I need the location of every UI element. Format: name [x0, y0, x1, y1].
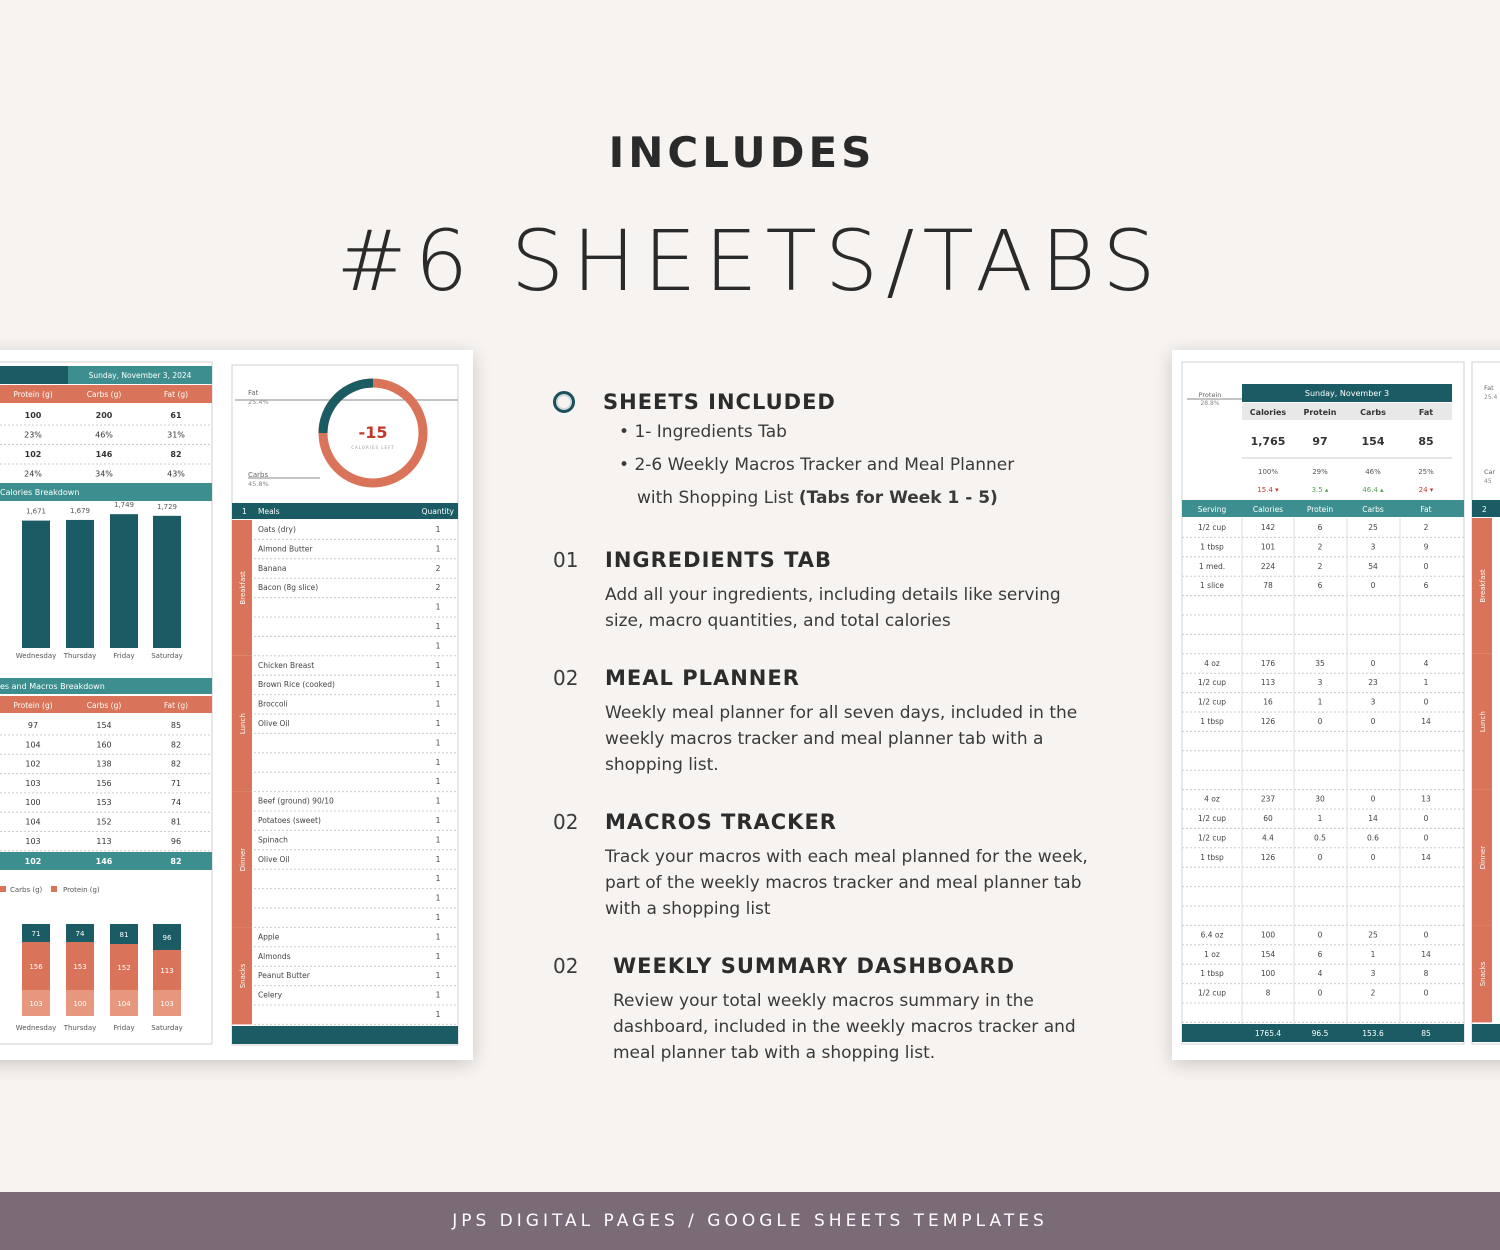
meal-item-qty: 1 — [435, 854, 441, 864]
meal-group-label: Snacks — [239, 963, 247, 989]
meal-group-label: Dinner — [239, 847, 247, 872]
list-item-text: with Shopping List — [637, 488, 799, 508]
right-table-cell: 1 tbsp — [1200, 969, 1224, 979]
right-pct-cell: 100% — [1257, 468, 1279, 476]
includes-heading: INCLUDES — [608, 128, 876, 177]
peek-footer-row — [1472, 1024, 1500, 1042]
right-table-cell: 8 — [1265, 988, 1271, 998]
right-diff-cell: 46.4 ▴ — [1362, 486, 1384, 494]
right-grand-total-cell: 153.6 — [1362, 1029, 1384, 1038]
meal-item-qty: 1 — [435, 951, 441, 961]
donut-fat-label: Fat — [248, 389, 259, 397]
right-table-cell: 1/2 cup — [1197, 523, 1227, 532]
meal-item-name: Olive Oil — [258, 854, 290, 864]
right-table-cell: 0 — [1423, 697, 1429, 707]
right-table-cell: 14 — [1421, 717, 1431, 726]
stack-label-bottom: 103 — [160, 1000, 174, 1008]
right-table-cell: 1 — [1317, 697, 1323, 707]
calorie-bar — [110, 514, 138, 648]
list-item-bold: (Tabs for Week 1 - 5) — [798, 488, 998, 508]
macro-header-cell: Protein (g) — [13, 390, 53, 399]
meal-item-qty: 1 — [435, 990, 441, 1000]
right-header-cell: Fat — [1418, 408, 1434, 417]
right-table-cell: 1/2 cup — [1197, 697, 1227, 707]
right-table-cell: 2 — [1317, 561, 1323, 571]
right-table-cell: 2 — [1317, 542, 1323, 552]
feature-number: 02 — [553, 954, 579, 978]
right-table-cell: 0 — [1370, 581, 1376, 591]
right-total-cell: 154 — [1361, 435, 1385, 448]
stack-day-label: Wednesday — [15, 1024, 57, 1032]
right-table-cell: 1/2 cup — [1197, 988, 1227, 998]
right-table-header-cell: Calories — [1252, 505, 1284, 514]
right-table-cell: 0 — [1423, 561, 1429, 571]
meal-item-qty: 1 — [435, 932, 441, 942]
meal-item-name: Almond Butter — [258, 544, 313, 554]
stack-label-top: 81 — [119, 931, 129, 939]
protein-label: Protein — [1198, 391, 1222, 399]
meal-item-qty: 1 — [435, 719, 441, 728]
meals-header-qty: Quantity — [421, 507, 454, 516]
macro-cell: 153 — [96, 798, 112, 808]
meal-item-qty: 1 — [435, 893, 441, 903]
right-table-cell: 6.4 oz — [1200, 930, 1224, 940]
macro-cell: 81 — [170, 817, 182, 827]
meal-item-qty: 1 — [435, 622, 441, 631]
calorie-bar — [22, 521, 50, 648]
right-table-cell: 4.4 — [1262, 833, 1274, 843]
macro-cell: 160 — [96, 740, 112, 750]
feature-title: INGREDIENTS TAB — [605, 548, 833, 572]
sheets-included-title: SHEETS INCLUDED — [603, 390, 836, 414]
right-header-cell: Carbs — [1360, 408, 1386, 417]
peek-group-label: Breakfast — [1479, 569, 1487, 603]
macro-cell: 104 — [25, 740, 41, 750]
stack-day-label: Thursday — [63, 1024, 97, 1032]
right-table-cell: 126 — [1260, 717, 1276, 726]
stack-label-bottom: 100 — [73, 1000, 87, 1008]
right-pct-cell: 29% — [1312, 468, 1328, 476]
legend-swatch-carbs — [0, 886, 6, 892]
calorie-day-label: Saturday — [151, 652, 183, 660]
macro-header-cell: Protein (g) — [13, 701, 53, 710]
right-table-cell: 4 — [1317, 969, 1323, 979]
macro-cell: 96 — [170, 836, 182, 846]
peek-group-label: Dinner — [1479, 845, 1487, 870]
stack-label-top: 96 — [162, 934, 172, 942]
macro-total-cell: 82 — [170, 857, 182, 866]
meal-item-name: Chicken Breast — [258, 660, 315, 670]
meal-item-name: Bacon (8g slice) — [258, 583, 319, 593]
right-table-cell: 23 — [1368, 678, 1378, 688]
right-table-cell: 0 — [1423, 814, 1429, 823]
meal-item-qty: 2 — [435, 583, 441, 593]
right-table-header-cell: Serving — [1197, 505, 1227, 514]
right-table-cell: 1 oz — [1204, 949, 1220, 959]
legend-swatch-protein — [51, 886, 57, 892]
meals-header-num: 1 — [242, 507, 247, 516]
right-table-cell: 126 — [1260, 852, 1276, 862]
feature-description: Add all your ingredients, including details like serving size, macro quantities, and total calories — [605, 585, 1061, 631]
right-table-cell: 224 — [1260, 561, 1276, 571]
donut-value: -15 — [358, 423, 388, 442]
feature-number: 02 — [553, 666, 579, 690]
summary-cell: 200 — [95, 411, 113, 420]
feature-description: Review your total weekly macros summary in the dashboard, included in the weekly macros tracker and meal planner tab with a shopping list. — [613, 991, 1076, 1063]
meal-item-name: Peanut Butter — [258, 971, 310, 981]
meal-item-name: Apple — [258, 932, 280, 942]
macro-cell: 102 — [25, 759, 41, 769]
summary-cell: 46% — [95, 430, 113, 440]
right-table-cell: 0 — [1317, 717, 1323, 726]
circle-bullet-icon — [553, 391, 575, 413]
right-table-cell: 54 — [1368, 561, 1378, 571]
right-table-cell: 0 — [1317, 988, 1323, 998]
right-table-cell: 154 — [1260, 949, 1276, 959]
right-table-cell: 3 — [1370, 969, 1376, 979]
macro-cell: 85 — [170, 721, 182, 730]
footer-bar: JPS DIGITAL PAGES / GOOGLE SHEETS TEMPLATES — [0, 1192, 1500, 1250]
calorie-bar-label: 1,679 — [69, 506, 91, 515]
right-table-cell: 3 — [1370, 697, 1376, 707]
stack-day-label: Saturday — [151, 1024, 183, 1032]
meal-item-name: Almonds — [258, 951, 291, 961]
meal-item-qty: 1 — [435, 874, 441, 884]
right-table-cell: 2 — [1370, 988, 1376, 998]
meal-item-qty: 1 — [435, 796, 441, 806]
features-panel — [553, 390, 1113, 515]
macro-cell: 113 — [96, 836, 112, 846]
summary-cell: 23% — [24, 430, 42, 440]
right-table-cell: 6 — [1423, 581, 1429, 591]
right-table-cell: 9 — [1423, 542, 1429, 552]
list-item-text: 2-6 Weekly Macros Tracker and Meal Planner — [634, 455, 1015, 475]
meal-item-qty: 1 — [435, 641, 441, 651]
feature-description: Weekly meal planner for all seven days, included in the weekly macros tracker and meal planner tab with a shopping list. — [605, 703, 1078, 775]
right-header-cell: Protein — [1303, 408, 1337, 417]
calorie-day-label: Friday — [113, 652, 135, 660]
meal-item-qty: 1 — [435, 699, 441, 709]
meal-item-qty: 1 — [435, 525, 441, 534]
right-table-cell: 113 — [1260, 678, 1276, 688]
right-diff-cell: 3.5 ▴ — [1311, 486, 1329, 494]
stack-day-label: Friday — [113, 1024, 135, 1032]
right-table-cell: 78 — [1263, 581, 1273, 591]
macro-cell: 97 — [27, 721, 39, 730]
macro-cell: 152 — [96, 817, 112, 827]
right-table-cell: 6 — [1317, 949, 1323, 959]
feature-title: WEEKLY SUMMARY DASHBOARD — [613, 954, 1016, 978]
macro-breakdown-title: es and Macros Breakdown — [0, 682, 105, 691]
summary-cell: 61 — [170, 411, 182, 420]
right-table-cell: 1 — [1370, 949, 1376, 959]
macro-header-cell: Carbs (g) — [86, 390, 122, 399]
right-table-cell: 0 — [1370, 852, 1376, 862]
meal-item-name: Banana — [258, 563, 287, 573]
calorie-day-label: Thursday — [63, 652, 97, 660]
donut-carbs-label: Carbs — [248, 471, 269, 479]
right-table-header-cell: Carbs — [1362, 505, 1384, 514]
summary-cell: 100 — [24, 411, 42, 420]
left-sheet-graphic — [0, 350, 473, 1060]
summary-cell: 24% — [24, 469, 42, 479]
macro-header-cell: Fat (g) — [163, 390, 189, 399]
summary-cell: 82 — [170, 450, 182, 459]
meal-item-qty: 2 — [435, 563, 441, 573]
right-diff-cell: 24 ▾ — [1418, 486, 1434, 494]
right-table-cell: 3 — [1370, 542, 1376, 552]
macro-cell: 74 — [170, 798, 182, 808]
stack-label-bottom: 104 — [117, 1000, 131, 1008]
meal-item-qty: 1 — [435, 777, 441, 787]
right-table-cell: 101 — [1260, 542, 1276, 552]
peek-side-number: 2 — [1482, 505, 1487, 514]
macro-cell: 82 — [170, 740, 182, 750]
calorie-bar-label: 1,671 — [25, 507, 47, 516]
stack-label-top: 74 — [75, 930, 85, 938]
right-table-cell: 1 med. — [1198, 561, 1226, 571]
right-grand-total-cell: 85 — [1421, 1029, 1431, 1038]
summary-cell: 43% — [167, 469, 185, 479]
meal-group-label: Lunch — [239, 713, 247, 735]
right-table-cell: 4 oz — [1204, 658, 1220, 668]
protein-pct: 28.8% — [1200, 400, 1220, 407]
right-table-cell: 13 — [1421, 794, 1431, 804]
meal-item-name: Oats (dry) — [258, 525, 296, 534]
macro-header-cell: Fat (g) — [163, 701, 189, 710]
right-table-cell: 100 — [1260, 969, 1276, 979]
macro-cell: 100 — [25, 798, 41, 808]
macro-cell: 154 — [96, 721, 112, 730]
right-table-cell: 1 slice — [1200, 581, 1224, 591]
stack-label-top: 71 — [31, 930, 41, 938]
right-table-cell: 0.5 — [1314, 833, 1326, 843]
right-table-cell: 16 — [1263, 697, 1273, 707]
meal-item-qty: 1 — [435, 1010, 441, 1019]
meal-item-qty: 1 — [435, 738, 441, 748]
stack-label-bottom: 103 — [29, 1000, 43, 1008]
right-grand-total-cell: 96.5 — [1311, 1029, 1329, 1038]
right-table-cell: 1/2 cup — [1197, 678, 1227, 688]
sheets-tabs-headline: #6 SHEETS/TABS — [336, 212, 1164, 310]
donut-label: CALORIES LEFT — [351, 445, 395, 450]
calorie-bar — [66, 520, 94, 648]
calories-breakdown-title: Calories Breakdown — [0, 488, 80, 497]
right-pct-cell: 25% — [1418, 468, 1434, 476]
right-total-cell: 1,765 — [1250, 435, 1286, 448]
stack-label-mid: 153 — [73, 963, 87, 971]
macro-cell: 138 — [96, 759, 112, 769]
right-table-cell: 1 — [1317, 814, 1323, 823]
feature-title: MEAL PLANNER — [605, 666, 800, 690]
meal-item-qty: 1 — [435, 544, 441, 554]
meal-item-name: Beef (ground) 90/10 — [258, 796, 334, 806]
peek-top-value: 25.4 — [1484, 394, 1498, 401]
calorie-day-label: Wednesday — [15, 652, 57, 660]
meal-item-qty: 1 — [435, 835, 441, 845]
meal-item-name: Broccoli — [258, 699, 288, 709]
peek-group-label: Lunch — [1479, 711, 1487, 733]
right-table-cell: 0 — [1317, 930, 1323, 940]
right-table-cell: 0 — [1423, 930, 1429, 940]
left-sheet-preview — [0, 350, 473, 1060]
right-table-cell: 35 — [1315, 658, 1325, 668]
right-date-text: Sunday, November 3 — [1304, 389, 1390, 398]
right-table-cell: 1/2 cup — [1197, 833, 1227, 843]
right-table-cell: 14 — [1421, 949, 1431, 959]
donut-fat-pct: 25.4% — [248, 398, 269, 406]
meal-item-name: Brown Rice (cooked) — [258, 680, 335, 690]
meal-item-qty: 1 — [435, 971, 441, 981]
right-grand-total-cell: 1765.4 — [1254, 1029, 1282, 1038]
right-table-cell: 30 — [1315, 794, 1325, 804]
meals-header-label: Meals — [258, 507, 280, 516]
peek-mid-value: 45 — [1484, 478, 1492, 485]
macro-cell: 104 — [25, 817, 41, 827]
summary-cell: 146 — [95, 450, 113, 459]
right-table-cell: 1/2 cup — [1197, 814, 1227, 823]
right-table-cell: 100 — [1260, 930, 1276, 940]
date-text: Sunday, November 3, 2024 — [88, 371, 192, 380]
meal-item-qty: 1 — [435, 660, 441, 670]
meal-item-qty: 1 — [435, 913, 441, 922]
macro-cell: 71 — [170, 778, 182, 788]
summary-cell: 34% — [95, 469, 113, 479]
legend-label-protein: Protein (g) — [63, 886, 100, 894]
summary-cell: 31% — [167, 430, 185, 440]
macro-cell: 103 — [25, 778, 41, 788]
meal-item-qty: 1 — [435, 757, 441, 767]
calorie-bar-label: 1,729 — [156, 502, 178, 511]
right-table-cell: 25 — [1368, 930, 1378, 940]
right-pct-cell: 46% — [1365, 468, 1381, 476]
macro-header-cell: Carbs (g) — [86, 701, 122, 710]
list-item-continuation — [637, 482, 1113, 515]
right-table-cell: 1 — [1423, 678, 1429, 688]
peek-top-label: Fat — [1484, 384, 1494, 392]
macro-total-cell: 146 — [95, 857, 113, 866]
meal-group-label: Breakfast — [239, 571, 247, 605]
calorie-bar — [153, 516, 181, 648]
right-total-cell: 97 — [1312, 435, 1328, 448]
right-table-cell: 3 — [1317, 678, 1323, 688]
stack-label-mid: 156 — [29, 963, 43, 971]
right-table-cell: 0 — [1370, 717, 1376, 726]
meal-item-name: Spinach — [258, 835, 288, 845]
right-sheet-preview — [1172, 350, 1500, 1060]
right-total-cell: 85 — [1418, 435, 1434, 448]
meal-item-qty: 1 — [435, 602, 441, 612]
right-sheet-graphic — [1172, 350, 1500, 1060]
right-diff-cell: 15.4 ▾ — [1257, 486, 1279, 494]
list-item-text: 1- Ingredients Tab — [634, 422, 787, 442]
peek-mid-label: Car — [1484, 468, 1496, 476]
peek-group-label: Snacks — [1479, 961, 1487, 987]
right-table-cell: 8 — [1423, 969, 1429, 979]
right-table-cell: 237 — [1260, 794, 1276, 804]
meal-item-qty: 1 — [435, 680, 441, 690]
macro-cell: 82 — [170, 759, 182, 769]
feature-number: 02 — [553, 810, 579, 834]
meal-item-name: Potatoes (sweet) — [258, 816, 321, 825]
right-table-cell: 176 — [1260, 658, 1276, 668]
right-table-cell: 142 — [1260, 523, 1276, 532]
right-table-cell: 0 — [1423, 988, 1429, 998]
right-table-cell: 60 — [1263, 814, 1273, 823]
right-table-cell: 0 — [1423, 833, 1429, 843]
macro-total-cell: 102 — [24, 857, 42, 866]
stack-label-mid: 113 — [160, 967, 174, 975]
sheets-included-header — [553, 390, 1113, 414]
right-table-header-cell: Protein — [1306, 505, 1334, 514]
meal-item-name: Celery — [258, 990, 283, 1000]
list-item: • 2-6 Weekly Macros Tracker and Meal Planner — [619, 455, 1015, 475]
stack-label-mid: 152 — [117, 964, 131, 972]
right-table-cell: 1 tbsp — [1200, 542, 1224, 552]
summary-cell: 102 — [24, 450, 42, 459]
right-table-cell: 0 — [1370, 794, 1376, 804]
feature-number: 01 — [553, 548, 579, 572]
right-table-cell: 25 — [1368, 523, 1378, 532]
meal-item-name: Olive Oil — [258, 719, 290, 728]
macro-cell: 103 — [25, 836, 41, 846]
right-table-cell: 0 — [1317, 852, 1323, 862]
date-banner-left — [0, 366, 68, 384]
macro-cell: 156 — [96, 778, 112, 788]
right-table-cell: 1 tbsp — [1200, 717, 1224, 726]
meal-item-qty: 1 — [435, 816, 441, 825]
feature-title: MACROS TRACKER — [605, 810, 837, 834]
right-table-cell: 4 — [1423, 658, 1429, 668]
right-table-cell: 14 — [1421, 852, 1431, 862]
list-item: • 1- Ingredients Tab — [619, 422, 787, 442]
right-table-cell: 0 — [1370, 658, 1376, 668]
right-table-cell: 0.6 — [1367, 833, 1379, 843]
right-table-cell: 6 — [1317, 523, 1323, 532]
right-table-cell: 1 tbsp — [1200, 852, 1224, 862]
right-header-cell: Calories — [1249, 408, 1287, 417]
legend-label-carbs: Carbs (g) — [10, 886, 43, 894]
feature-description: Track your macros with each meal planned for the week, part of the weekly macros tracker and meal planner tab with a shopping list — [605, 847, 1088, 919]
donut-carbs-pct: 45.8% — [248, 480, 269, 488]
calorie-bar-label: 1,749 — [113, 501, 135, 510]
right-table-cell: 2 — [1423, 523, 1429, 532]
right-table-cell: 14 — [1368, 814, 1378, 823]
right-table-header-cell: Fat — [1420, 505, 1432, 514]
meals-footer-row — [232, 1026, 458, 1044]
right-table-cell: 6 — [1317, 581, 1323, 591]
right-table-cell: 4 oz — [1204, 794, 1220, 804]
